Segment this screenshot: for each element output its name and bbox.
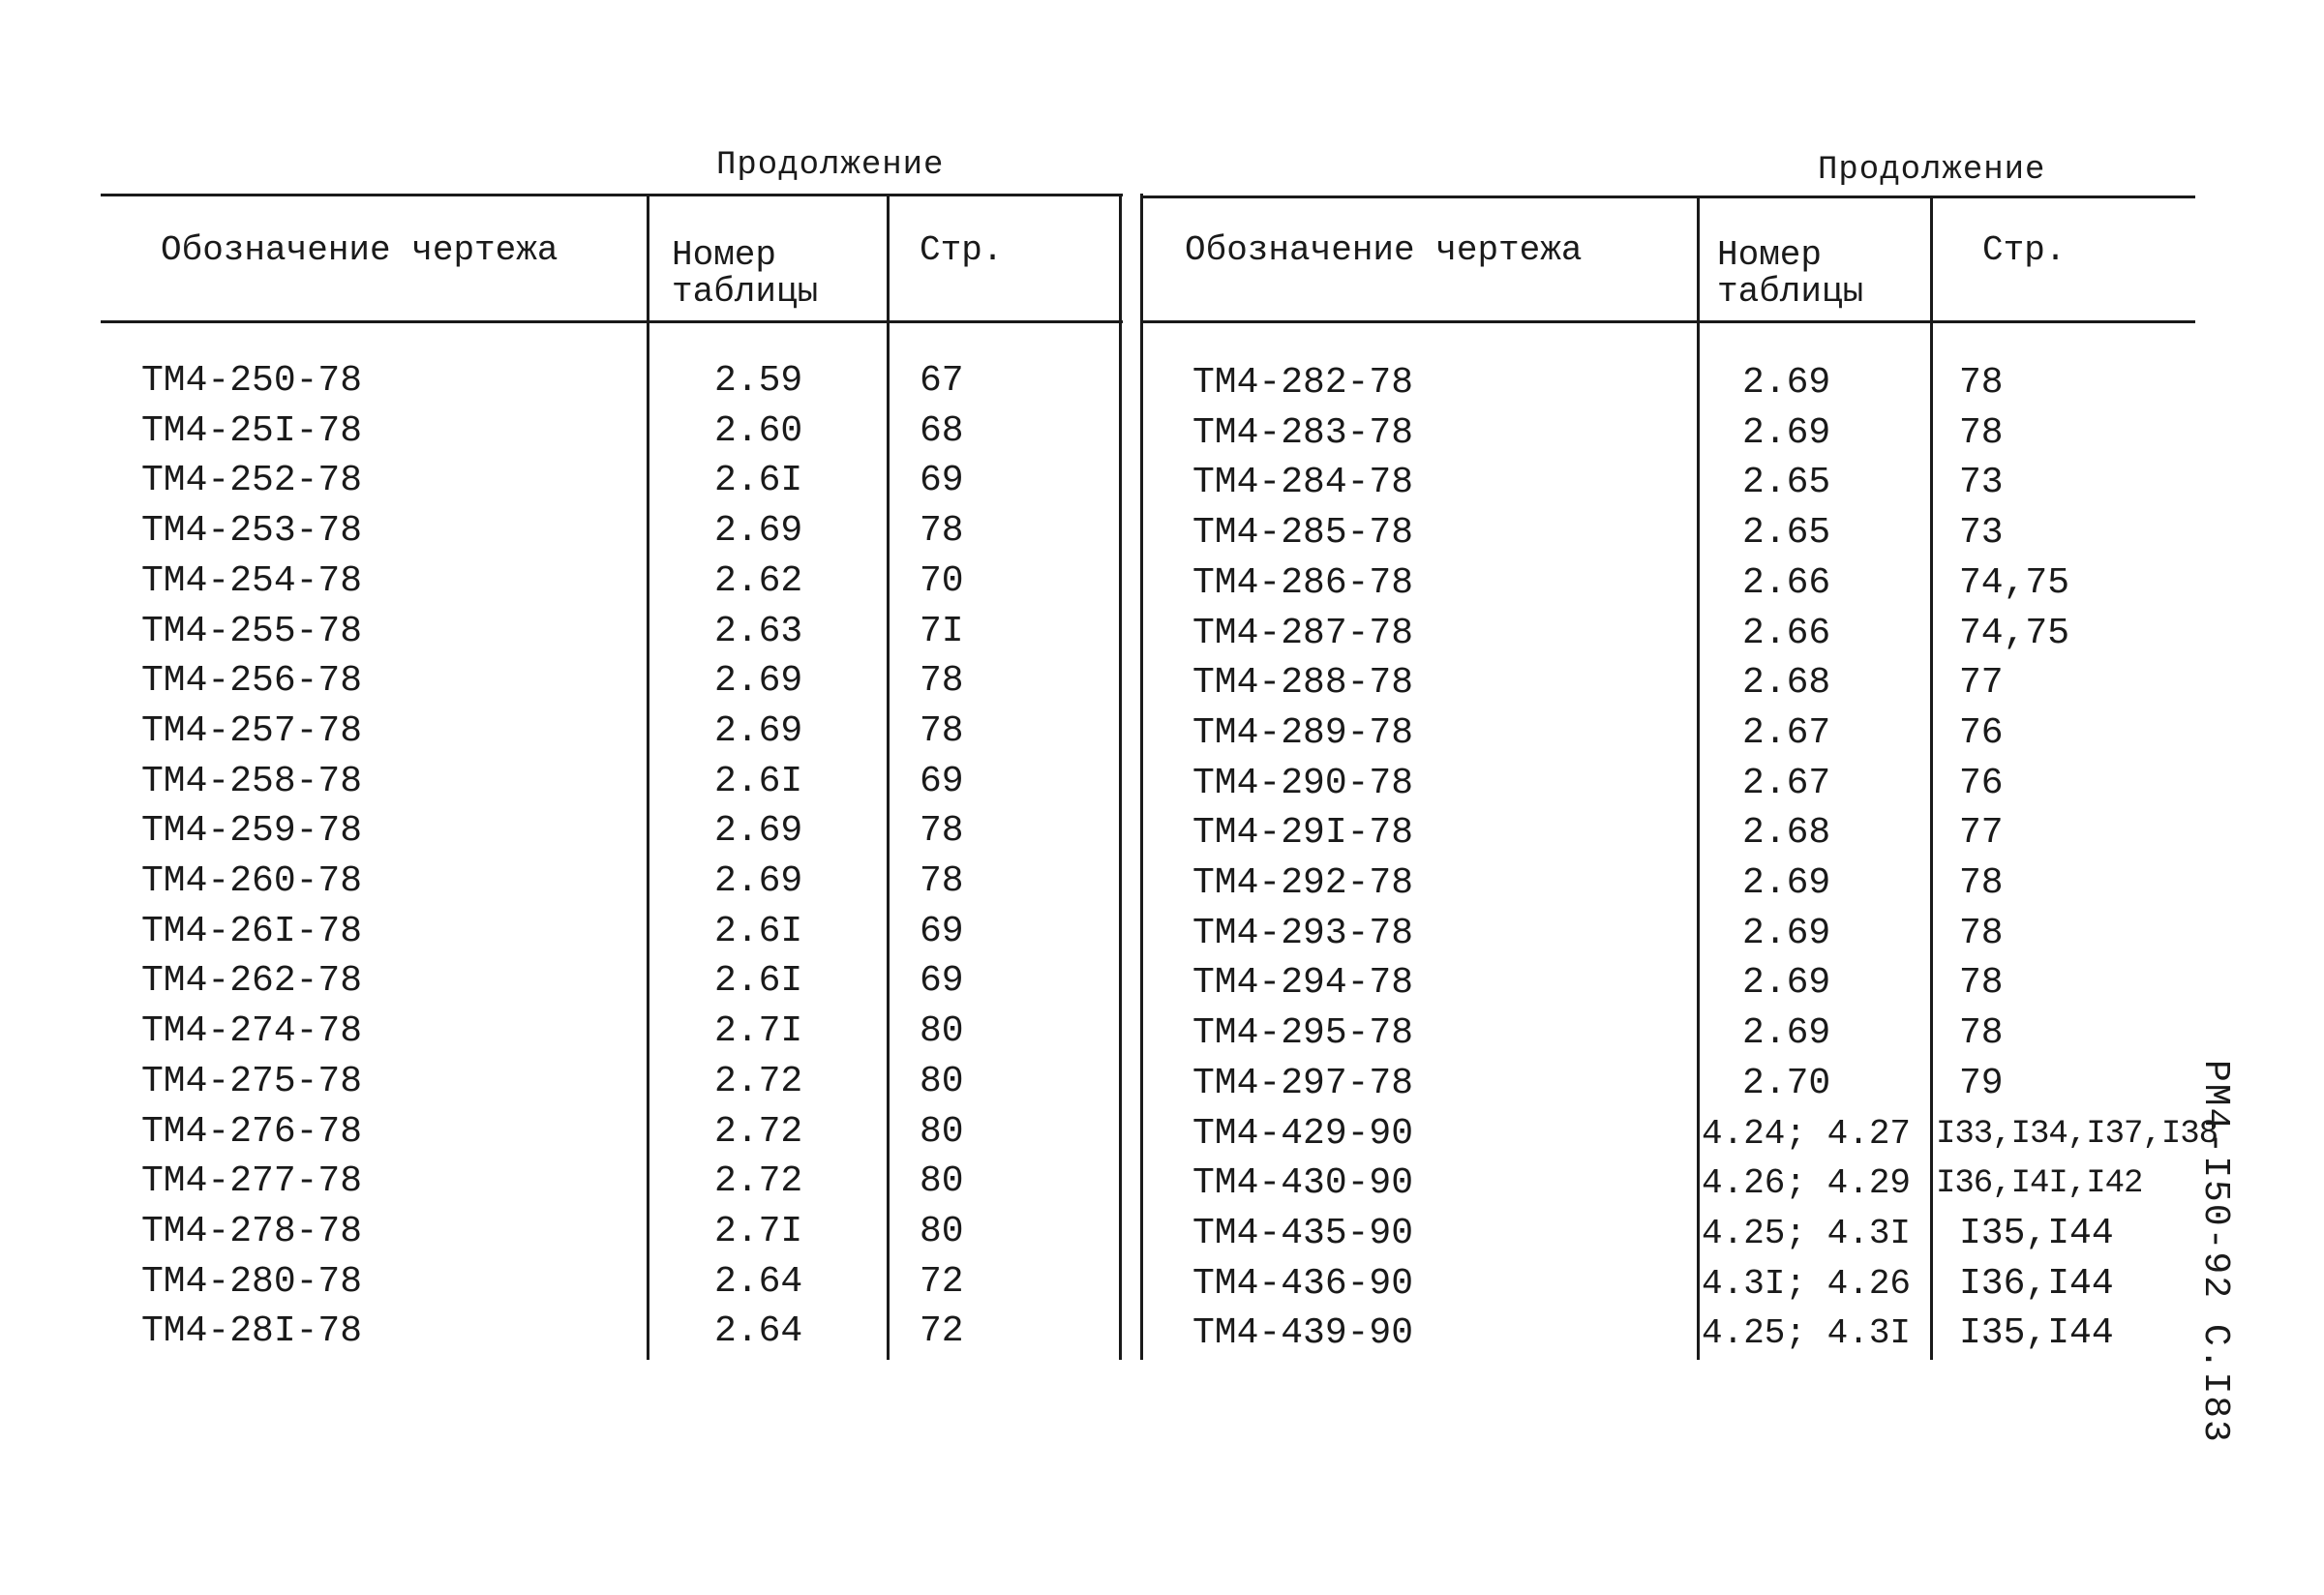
left-cell-table-no: 2.7I: [714, 1210, 803, 1252]
right-cell-table-no: 4.25; 4.3I: [1702, 1213, 1912, 1253]
right-cell-table-no: 2.69: [1742, 411, 1831, 454]
right-cell-table-no: 2.69: [1742, 862, 1831, 904]
left-cell-table-no: 2.69: [714, 660, 803, 703]
left-cell-table-no: 2.72: [714, 1160, 803, 1203]
left-cell-page: 78: [920, 510, 964, 553]
center-divider: [1140, 194, 1143, 1360]
left-cell-designation: ТМ4-278-78: [141, 1210, 363, 1252]
right-cell-designation: ТМ4-297-78: [1192, 1062, 1414, 1104]
left-cell-designation: ТМ4-260-78: [141, 860, 363, 902]
right-cell-page: I33,I34,I37,I38: [1936, 1115, 2218, 1153]
right-cell-table-no: 2.67: [1742, 711, 1831, 754]
right-header-designation: Обозначение чертежа: [1185, 230, 1583, 270]
left-divider-1: [647, 194, 649, 1360]
right-cell-table-no: 2.67: [1742, 762, 1831, 804]
left-cell-table-no: 2.72: [714, 1060, 803, 1102]
left-cell-page: 69: [920, 760, 964, 802]
right-cell-table-no: 2.69: [1742, 1012, 1831, 1055]
left-cell-designation: ТМ4-28I-78: [141, 1310, 363, 1353]
left-cell-designation: ТМ4-262-78: [141, 960, 363, 1003]
left-cell-table-no: 2.6I: [714, 910, 803, 952]
right-cell-page: 78: [1959, 1012, 2004, 1055]
right-cell-table-no: 2.69: [1742, 912, 1831, 954]
left-cell-table-no: 2.6I: [714, 460, 803, 502]
right-divider-1: [1697, 196, 1700, 1360]
right-cell-page: 79: [1959, 1062, 2004, 1104]
left-cell-page: 67: [920, 360, 964, 402]
left-cell-page: 78: [920, 810, 964, 853]
left-cell-designation: ТМ4-26I-78: [141, 910, 363, 952]
left-cell-page: 80: [920, 1160, 964, 1203]
left-cell-page: 69: [920, 960, 964, 1003]
left-cell-table-no: 2.64: [714, 1310, 803, 1353]
left-divider-2: [887, 194, 890, 1360]
right-cell-page: 77: [1959, 662, 2004, 705]
right-cell-page: 74,75: [1959, 612, 2070, 654]
left-cell-table-no: 2.69: [714, 510, 803, 553]
left-cell-page: 80: [920, 1060, 964, 1102]
left-cell-table-no: 2.69: [714, 709, 803, 752]
right-header-rule: [1140, 320, 2195, 323]
left-cell-page: 78: [920, 660, 964, 703]
left-cell-page: 69: [920, 910, 964, 952]
left-cell-table-no: 2.69: [714, 860, 803, 902]
left-cell-designation: ТМ4-276-78: [141, 1110, 363, 1153]
left-header-designation: Обозначение чертежа: [161, 230, 558, 270]
left-cell-designation: ТМ4-274-78: [141, 1010, 363, 1053]
left-cell-designation: ТМ4-259-78: [141, 810, 363, 853]
right-divider-2: [1930, 196, 1933, 1360]
right-header-table-no: Номер таблицы: [1717, 235, 1864, 312]
right-cell-table-no: 2.68: [1742, 662, 1831, 705]
left-cell-table-no: 2.60: [714, 409, 803, 452]
left-header-table-no: Номер таблицы: [672, 235, 819, 312]
right-cell-designation: ТМ4-282-78: [1192, 362, 1414, 404]
left-cell-page: 80: [920, 1010, 964, 1053]
left-cell-designation: ТМ4-255-78: [141, 610, 363, 652]
left-cell-designation: ТМ4-277-78: [141, 1160, 363, 1203]
left-cell-designation: ТМ4-252-78: [141, 460, 363, 502]
left-cell-designation: ТМ4-275-78: [141, 1060, 363, 1102]
left-cell-designation: ТМ4-254-78: [141, 559, 363, 602]
left-cell-table-no: 2.59: [714, 360, 803, 402]
right-cell-designation: ТМ4-29I-78: [1192, 812, 1414, 855]
right-cell-table-no: 4.24; 4.27: [1702, 1113, 1912, 1154]
right-cell-designation: ТМ4-294-78: [1192, 962, 1414, 1005]
left-header-rule: [101, 320, 1123, 323]
right-cell-page: 76: [1959, 711, 2004, 754]
left-cell-table-no: 2.63: [714, 610, 803, 652]
left-cell-page: 72: [920, 1260, 964, 1303]
left-cell-table-no: 2.6I: [714, 960, 803, 1003]
right-cell-page: I35,I44: [1959, 1212, 2114, 1254]
left-cell-table-no: 2.69: [714, 810, 803, 853]
left-cell-page: 69: [920, 460, 964, 502]
left-cell-table-no: 2.62: [714, 559, 803, 602]
right-header-page: Стр.: [1982, 230, 2067, 270]
left-cell-table-no: 2.64: [714, 1260, 803, 1303]
left-cell-page: 68: [920, 409, 964, 452]
right-cell-table-no: 4.25; 4.3I: [1702, 1313, 1912, 1354]
left-top-rule: [101, 194, 1123, 196]
right-cell-page: I36,I4I,I42: [1936, 1165, 2143, 1203]
left-cell-table-no: 2.7I: [714, 1010, 803, 1053]
left-cell-page: 80: [920, 1110, 964, 1153]
right-cell-designation: ТМ4-429-90: [1192, 1112, 1414, 1155]
right-cell-page: 73: [1959, 512, 2004, 555]
left-cell-page: 78: [920, 860, 964, 902]
right-cell-page: 78: [1959, 912, 2004, 954]
left-header-page: Стр.: [920, 230, 1004, 270]
left-cell-designation: ТМ4-257-78: [141, 709, 363, 752]
right-cell-page: 76: [1959, 762, 2004, 804]
left-cell-designation: ТМ4-25I-78: [141, 409, 363, 452]
right-cell-table-no: 2.65: [1742, 512, 1831, 555]
right-cell-table-no: 2.70: [1742, 1062, 1831, 1104]
right-cell-table-no: 4.3I; 4.26: [1702, 1263, 1912, 1304]
right-cell-designation: ТМ4-283-78: [1192, 411, 1414, 454]
left-divider-3: [1119, 194, 1122, 1360]
right-cell-designation: ТМ4-436-90: [1192, 1262, 1414, 1305]
right-cell-table-no: 4.26; 4.29: [1702, 1163, 1912, 1204]
right-cell-designation: ТМ4-293-78: [1192, 912, 1414, 954]
left-cell-page: 78: [920, 709, 964, 752]
right-cell-table-no: 2.69: [1742, 962, 1831, 1005]
right-cell-designation: ТМ4-284-78: [1192, 462, 1414, 504]
right-cell-table-no: 2.68: [1742, 812, 1831, 855]
left-cell-page: 7I: [920, 610, 964, 652]
right-cell-page: 73: [1959, 462, 2004, 504]
left-cell-page: 70: [920, 559, 964, 602]
right-cell-designation: ТМ4-290-78: [1192, 762, 1414, 804]
left-cell-page: 80: [920, 1210, 964, 1252]
right-cell-designation: ТМ4-435-90: [1192, 1212, 1414, 1254]
right-cell-designation: ТМ4-439-90: [1192, 1312, 1414, 1355]
left-cell-table-no: 2.6I: [714, 760, 803, 802]
right-cell-designation: ТМ4-287-78: [1192, 612, 1414, 654]
right-cell-page: I36,I44: [1959, 1262, 2114, 1305]
right-cell-table-no: 2.66: [1742, 561, 1831, 604]
right-cell-page: 78: [1959, 862, 2004, 904]
right-cell-page: I35,I44: [1959, 1312, 2114, 1355]
right-cell-table-no: 2.69: [1742, 362, 1831, 404]
right-cell-page: 78: [1959, 362, 2004, 404]
right-cell-table-no: 2.65: [1742, 462, 1831, 504]
right-cell-designation: ТМ4-430-90: [1192, 1162, 1414, 1205]
right-top-rule: [1140, 196, 2195, 198]
left-cell-designation: ТМ4-280-78: [141, 1260, 363, 1303]
right-cell-designation: ТМ4-288-78: [1192, 662, 1414, 705]
right-cell-page: 78: [1959, 962, 2004, 1005]
right-cell-page: 77: [1959, 812, 2004, 855]
right-cell-page: 78: [1959, 411, 2004, 454]
right-cell-designation: ТМ4-289-78: [1192, 711, 1414, 754]
left-cell-designation: ТМ4-258-78: [141, 760, 363, 802]
left-cell-table-no: 2.72: [714, 1110, 803, 1153]
right-cell-designation: ТМ4-295-78: [1192, 1012, 1414, 1055]
left-cell-designation: ТМ4-256-78: [141, 660, 363, 703]
right-cell-page: 74,75: [1959, 561, 2070, 604]
left-cell-page: 72: [920, 1310, 964, 1353]
side-document-code: РМ4-I50-92 С.I83: [2194, 1060, 2236, 1444]
right-cell-designation: ТМ4-286-78: [1192, 561, 1414, 604]
right-caption: Продолжение: [1818, 152, 2046, 189]
right-cell-table-no: 2.66: [1742, 612, 1831, 654]
right-cell-designation: ТМ4-285-78: [1192, 512, 1414, 555]
left-cell-designation: ТМ4-253-78: [141, 510, 363, 553]
right-cell-designation: ТМ4-292-78: [1192, 862, 1414, 904]
left-cell-designation: ТМ4-250-78: [141, 360, 363, 402]
left-caption: Продолжение: [716, 147, 945, 184]
